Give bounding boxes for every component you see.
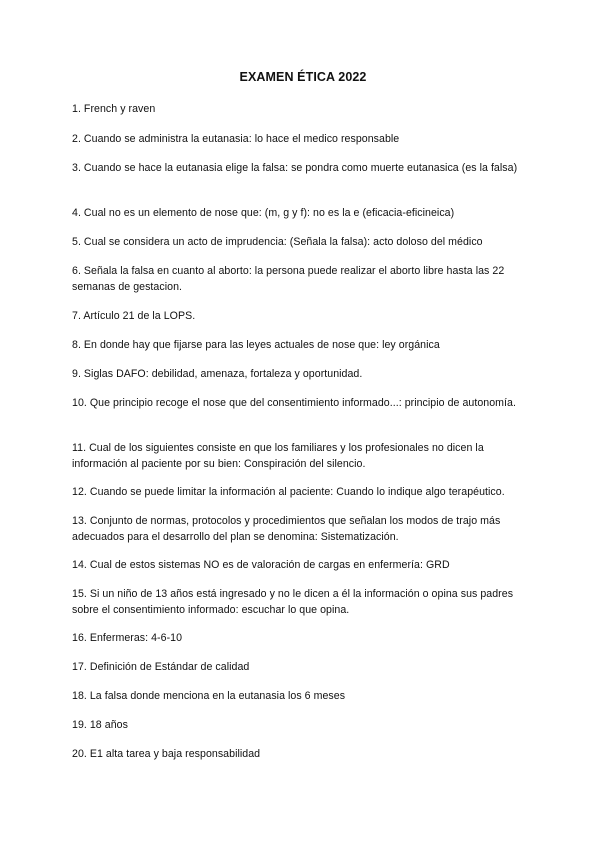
question-7: 7. Artículo 21 de la LOPS. [72,310,196,322]
question-16: 16. Enfermeras: 4-6-10 [72,632,183,644]
question-11: 11. Cual de los siguientes consiste en que los familiares y los profesionales no dicen la información al paciente por su bien: Conspiración del silencio. [72,442,484,470]
question-15: 15. Si un niño de 13 años está ingresado y no le dicen a él la información o opina sus padres sobre el consentimiento informado: escuchar lo que opina. [72,588,514,616]
question-18: 18. La falsa donde menciona en la eutanasia los 6 meses [72,690,346,702]
question-19: 19. 18 años [72,719,128,731]
question-6: 6. Señala la falsa en cuanto al aborto: la persona puede realizar el aborto libre hasta las 22 semanas de gestacion. [72,265,505,293]
question-8: 8. En donde hay que fijarse para las leyes actuales de nose que: ley orgánica [72,339,440,351]
question-20: 20. E1 alta tarea y baja responsabilidad [72,748,261,760]
question-4: 4. Cual no es un elemento de nose que: (m, g y f): no es la e (eficacia-eficineica) [72,207,455,219]
question-9: 9. Siglas DAFO: debilidad, amenaza, fortaleza y oportunidad. [72,368,363,380]
question-10: 10. Que principio recoge el nose que del consentimiento informado...: principio de autonomía. [72,397,516,409]
question-14: 14. Cual de estos sistemas NO es de valoración de cargas en enfermería: GRD [72,559,450,571]
question-12: 12. Cuando se puede limitar la información al paciente: Cuando lo indique algo terapéutico. [72,486,505,498]
question-1: 1. French y raven [72,103,156,115]
question-2: 2. Cuando se administra la eutanasia: lo hace el medico responsable [72,133,400,145]
page-title: EXAMEN ÉTICA 2022 [239,70,367,84]
question-13: 13. Conjunto de normas, protocolos y procedimientos que señalan los modos de trajo más adecuados para el desarrollo del plan se denomina: Sistematización. [72,515,501,543]
question-17: 17. Definición de Estándar de calidad [72,661,250,673]
question-3: 3. Cuando se hace la eutanasia elige la falsa: se pondra como muerte eutanasica (es la falsa) [72,162,518,174]
question-5: 5. Cual se considera un acto de imprudencia: (Señala la falsa): acto doloso del médico [72,236,483,248]
